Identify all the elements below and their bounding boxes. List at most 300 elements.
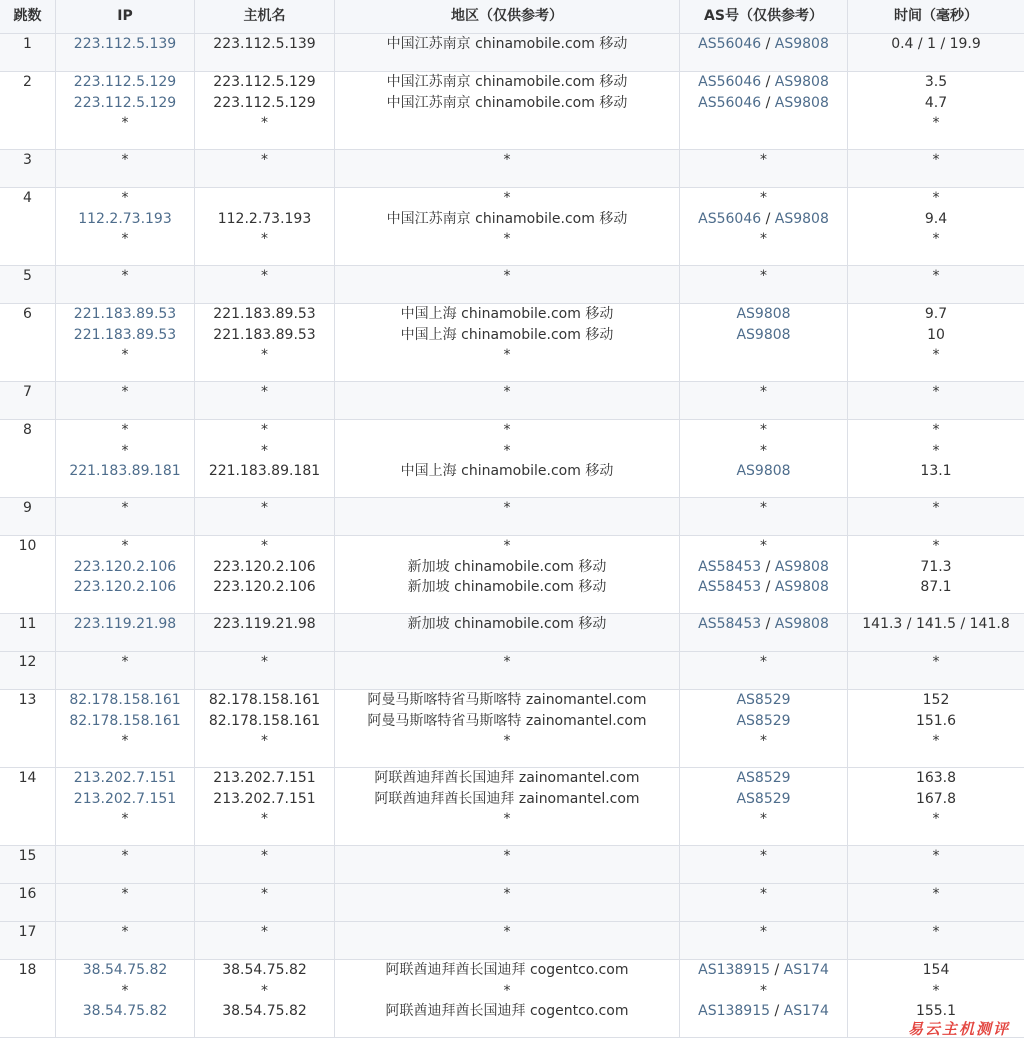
- region-cell: [335, 34, 680, 72]
- ip-cell: [56, 72, 195, 150]
- time-cell: [848, 690, 1024, 768]
- asn-empty: *: [760, 924, 767, 940]
- host-value: 82.178.158.161: [208, 712, 321, 729]
- asn-line: [680, 981, 847, 1002]
- asn-cell: [680, 922, 848, 960]
- table-row: [0, 652, 1024, 690]
- asn-separator: /: [761, 210, 775, 227]
- region-cell: [335, 536, 680, 614]
- host-cell: [195, 266, 335, 304]
- asn-line: [680, 382, 847, 403]
- table-row: [0, 304, 1024, 382]
- ip-value: *: [121, 422, 129, 438]
- host-value: *: [261, 442, 268, 459]
- host-cell: [195, 498, 335, 536]
- col-header-asn[interactable]: AS号（仅供参考）: [680, 0, 848, 34]
- time-value: *: [932, 231, 940, 247]
- host-value: *: [261, 924, 268, 940]
- asn-line: [680, 266, 847, 287]
- time-cell: [848, 652, 1024, 690]
- asn-link[interactable]: AS56046: [698, 210, 762, 227]
- hop-number: 16: [0, 884, 56, 922]
- region-cell: [335, 614, 680, 652]
- host-value: 82.178.158.161: [208, 692, 321, 708]
- ip-cell: [56, 498, 195, 536]
- region-value: 新加坡 chinamobile.com 移动: [407, 616, 607, 632]
- region-cell: [335, 960, 680, 1038]
- time-value: *: [932, 152, 940, 168]
- region-value: *: [503, 500, 511, 516]
- time-value: *: [932, 886, 940, 902]
- table-row: [0, 382, 1024, 420]
- col-header-region[interactable]: 地区（仅供参考）: [335, 0, 680, 34]
- ip-value: *: [121, 886, 129, 902]
- host-value: *: [261, 982, 268, 999]
- ip-cell: [56, 614, 195, 652]
- time-value: 154: [922, 962, 950, 978]
- watermark: 易云主机测评: [907, 1020, 1010, 1038]
- hop-number: 5: [0, 266, 56, 304]
- asn-line: [680, 789, 847, 810]
- asn-line: [680, 884, 847, 905]
- asn-link[interactable]: AS9808: [736, 306, 791, 322]
- ip-value[interactable]: 223.120.2.106: [73, 579, 177, 595]
- hop-number: 10: [0, 536, 56, 614]
- host-value: 221.183.89.53: [213, 306, 316, 322]
- region-cell: [335, 690, 680, 768]
- time-cell: [848, 536, 1024, 614]
- ip-value: *: [121, 500, 129, 516]
- region-value: *: [503, 654, 511, 670]
- asn-link[interactable]: AS56046: [698, 94, 762, 111]
- time-value: *: [932, 115, 940, 131]
- asn-cell: [680, 536, 848, 614]
- region-value: *: [503, 152, 511, 168]
- asn-line: [680, 711, 847, 732]
- host-cell: [195, 188, 335, 266]
- host-cell: [195, 536, 335, 614]
- host-value: 223.112.5.129: [213, 74, 316, 90]
- asn-line: [680, 922, 847, 943]
- ip-value[interactable]: 223.112.5.129: [73, 94, 177, 111]
- region-value: 阿联酋迪拜酋长国迪拜 cogentco.com: [385, 962, 629, 978]
- ip-value[interactable]: 213.202.7.151: [73, 790, 177, 807]
- asn-link[interactable]: AS58453: [698, 616, 762, 632]
- asn-empty: *: [760, 733, 767, 749]
- ip-value: *: [121, 190, 129, 206]
- ip-value[interactable]: 82.178.158.161: [69, 692, 181, 708]
- asn-cell: [680, 150, 848, 188]
- asn-line: [680, 345, 847, 366]
- asn-cell: [680, 382, 848, 420]
- asn-link[interactable]: AS8529: [736, 770, 791, 786]
- region-cell: [335, 846, 680, 884]
- asn-link[interactable]: AS9808: [736, 326, 791, 343]
- region-value: *: [503, 811, 511, 827]
- asn-link[interactable]: AS56046: [698, 74, 762, 90]
- time-value: *: [932, 190, 940, 206]
- host-value: 223.112.5.129: [213, 94, 316, 111]
- asn-empty: *: [760, 538, 767, 554]
- time-value: 152: [922, 692, 950, 708]
- host-value: 221.183.89.53: [213, 326, 316, 343]
- host-value: [195, 188, 334, 209]
- region-cell: [335, 382, 680, 420]
- table-row: [0, 768, 1024, 846]
- ip-cell: [56, 960, 195, 1038]
- time-value: 141.3 / 141.5 / 141.8: [862, 616, 1010, 632]
- ip-cell: [56, 536, 195, 614]
- asn-link[interactable]: AS9808: [774, 36, 829, 52]
- asn-cell: [680, 614, 848, 652]
- asn-link[interactable]: AS174: [783, 962, 829, 978]
- table-row: [0, 420, 1024, 498]
- hop-number: 15: [0, 846, 56, 884]
- asn-cell: [680, 72, 848, 150]
- ip-value[interactable]: 38.54.75.82: [82, 1003, 168, 1019]
- asn-link[interactable]: AS9808: [774, 579, 829, 595]
- ip-value: *: [121, 848, 129, 864]
- region-value: 中国江苏南京 chinamobile.com 移动: [386, 36, 628, 52]
- ip-value: *: [121, 442, 129, 459]
- hop-number: 3: [0, 150, 56, 188]
- region-value: *: [503, 982, 511, 999]
- host-value: 223.119.21.98: [213, 616, 316, 632]
- host-value: *: [261, 268, 268, 284]
- host-value: *: [261, 152, 268, 168]
- asn-line: [680, 768, 847, 789]
- time-value: *: [932, 848, 940, 864]
- asn-link[interactable]: AS9808: [774, 210, 829, 227]
- asn-empty: *: [760, 886, 767, 902]
- asn-link[interactable]: AS9808: [736, 463, 791, 479]
- host-cell: [195, 884, 335, 922]
- region-cell: [335, 188, 680, 266]
- host-value: 223.112.5.139: [213, 36, 316, 52]
- col-header-hop[interactable]: 跳数: [0, 0, 56, 34]
- time-cell: [848, 420, 1024, 498]
- asn-cell: [680, 960, 848, 1038]
- region-value: 中国上海 chinamobile.com 移动: [400, 463, 614, 479]
- region-value: *: [503, 268, 511, 284]
- time-cell: [848, 846, 1024, 884]
- table-row: [0, 188, 1024, 266]
- table-row: [0, 690, 1024, 768]
- region-cell: [335, 420, 680, 498]
- ip-value[interactable]: 221.183.89.53: [73, 306, 177, 322]
- region-cell: [335, 768, 680, 846]
- ip-cell: [56, 846, 195, 884]
- hop-number: 4: [0, 188, 56, 266]
- ip-value: *: [121, 982, 129, 999]
- region-value: 阿曼马斯喀特省马斯喀特 zainomantel.com: [367, 712, 647, 729]
- asn-line: [680, 188, 847, 209]
- asn-empty: *: [760, 442, 767, 459]
- asn-empty: *: [760, 811, 767, 827]
- ip-value[interactable]: 223.112.5.129: [73, 74, 177, 90]
- asn-separator: /: [761, 616, 775, 632]
- col-header-ip[interactable]: IP: [56, 0, 195, 34]
- time-value: 71.3: [920, 558, 952, 575]
- asn-line: [680, 731, 847, 752]
- table-row: [0, 536, 1024, 614]
- asn-empty: *: [760, 654, 767, 670]
- ip-cell: [56, 266, 195, 304]
- asn-cell: [680, 690, 848, 768]
- hop-number: 9: [0, 498, 56, 536]
- ip-value: *: [121, 654, 129, 670]
- asn-line: [680, 72, 847, 93]
- asn-empty: *: [760, 422, 767, 438]
- host-value: *: [261, 811, 268, 827]
- asn-line: [680, 577, 847, 598]
- col-header-time[interactable]: 时间（毫秒）: [848, 0, 1024, 34]
- asn-empty: *: [760, 848, 767, 864]
- time-value: *: [932, 654, 940, 670]
- asn-line: [680, 960, 847, 981]
- time-value: 163.8: [915, 770, 957, 786]
- host-cell: [195, 922, 335, 960]
- table-row: [0, 34, 1024, 72]
- asn-empty: *: [760, 231, 767, 247]
- time-value: 13.1: [920, 463, 952, 479]
- asn-line: [680, 229, 847, 250]
- ip-value[interactable]: 213.202.7.151: [73, 770, 177, 786]
- ip-value[interactable]: 223.112.5.139: [73, 36, 177, 52]
- region-cell: [335, 922, 680, 960]
- time-value: 87.1: [920, 579, 952, 595]
- host-value: *: [261, 231, 268, 247]
- region-value: *: [503, 733, 511, 749]
- ip-value: *: [121, 384, 129, 400]
- host-value: *: [261, 347, 268, 363]
- hop-number: 1: [0, 34, 56, 72]
- region-value: *: [503, 886, 511, 902]
- hop-number: 8: [0, 420, 56, 498]
- ip-value[interactable]: 223.119.21.98: [73, 616, 177, 632]
- asn-link[interactable]: AS58453: [698, 579, 762, 595]
- asn-line: [680, 304, 847, 325]
- region-cell: [335, 498, 680, 536]
- table-row: [0, 884, 1024, 922]
- ip-cell: [56, 382, 195, 420]
- host-value: *: [261, 384, 268, 400]
- asn-link[interactable]: AS9808: [774, 74, 829, 90]
- ip-value[interactable]: 112.2.73.193: [78, 210, 172, 227]
- region-value: 阿联酋迪拜酋长国迪拜 cogentco.com: [385, 1003, 629, 1019]
- asn-cell: [680, 420, 848, 498]
- ip-cell: [56, 922, 195, 960]
- time-value: 4.7: [924, 94, 948, 111]
- host-value: *: [261, 886, 268, 902]
- asn-line: [680, 1001, 847, 1022]
- host-value: *: [261, 422, 268, 438]
- ip-value: *: [121, 115, 129, 131]
- region-value: 中国江苏南京 chinamobile.com 移动: [386, 210, 628, 227]
- asn-link[interactable]: AS9808: [774, 616, 829, 632]
- time-value: 151.6: [915, 712, 957, 729]
- asn-link[interactable]: AS8529: [736, 790, 791, 807]
- host-value: 38.54.75.82: [222, 962, 307, 978]
- ip-cell: [56, 188, 195, 266]
- asn-cell: [680, 34, 848, 72]
- ip-value: *: [121, 268, 129, 284]
- asn-line: [680, 325, 847, 346]
- asn-empty: *: [760, 500, 767, 516]
- host-value: 112.2.73.193: [217, 210, 312, 227]
- time-value: *: [932, 811, 940, 827]
- region-value: *: [503, 231, 511, 247]
- time-cell: [848, 34, 1024, 72]
- region-value: *: [503, 384, 511, 400]
- asn-link[interactable]: AS56046: [698, 36, 762, 52]
- hop-number: 2: [0, 72, 56, 150]
- asn-link[interactable]: AS9808: [774, 558, 829, 575]
- asn-empty: *: [760, 152, 767, 168]
- region-value: 新加坡 chinamobile.com 移动: [407, 558, 607, 575]
- ip-cell: [56, 884, 195, 922]
- host-cell: [195, 846, 335, 884]
- host-cell: [195, 382, 335, 420]
- time-cell: [848, 72, 1024, 150]
- time-value: *: [932, 422, 940, 438]
- region-value: 中国江苏南京 chinamobile.com 移动: [386, 94, 628, 111]
- time-cell: [848, 304, 1024, 382]
- hop-number: 7: [0, 382, 56, 420]
- host-value: 221.183.89.181: [208, 463, 321, 479]
- ip-value: *: [121, 733, 129, 749]
- asn-separator: /: [761, 579, 775, 595]
- asn-link[interactable]: AS8529: [736, 692, 791, 708]
- region-value: *: [503, 848, 511, 864]
- host-value: *: [261, 538, 268, 554]
- ip-value[interactable]: 221.183.89.181: [69, 463, 181, 479]
- asn-line: [680, 113, 847, 134]
- hop-number: 17: [0, 922, 56, 960]
- region-cell: [335, 150, 680, 188]
- asn-line: [680, 690, 847, 711]
- asn-line: [680, 420, 847, 441]
- ip-value: *: [121, 811, 129, 827]
- host-value: 213.202.7.151: [213, 770, 316, 786]
- time-cell: [848, 922, 1024, 960]
- ip-value[interactable]: 38.54.75.82: [82, 962, 168, 978]
- ip-value[interactable]: 82.178.158.161: [69, 712, 181, 729]
- ip-cell: [56, 768, 195, 846]
- ip-value: *: [121, 347, 129, 363]
- asn-separator: /: [770, 962, 784, 978]
- host-cell: [195, 34, 335, 72]
- table-header-row: [0, 0, 1024, 34]
- asn-separator: /: [761, 74, 775, 90]
- time-cell: [848, 498, 1024, 536]
- region-cell: [335, 266, 680, 304]
- ip-cell: [56, 34, 195, 72]
- asn-line: [680, 93, 847, 114]
- time-value: *: [932, 268, 940, 284]
- table-row: [0, 614, 1024, 652]
- region-cell: [335, 72, 680, 150]
- host-cell: [195, 614, 335, 652]
- region-value: *: [503, 924, 511, 940]
- time-cell: [848, 768, 1024, 846]
- hop-number: 14: [0, 768, 56, 846]
- time-value: *: [932, 347, 940, 363]
- asn-line: [680, 536, 847, 557]
- host-cell: [195, 72, 335, 150]
- time-value: 0.4 / 1 / 19.9: [891, 36, 981, 52]
- hop-number: 6: [0, 304, 56, 382]
- ip-value[interactable]: 221.183.89.53: [73, 326, 177, 343]
- time-cell: [848, 150, 1024, 188]
- time-cell: [848, 266, 1024, 304]
- asn-cell: [680, 188, 848, 266]
- asn-cell: [680, 884, 848, 922]
- region-value: *: [503, 190, 511, 206]
- ip-value: *: [121, 538, 129, 554]
- ip-cell: [56, 150, 195, 188]
- asn-link[interactable]: AS8529: [736, 712, 791, 729]
- time-cell: [848, 884, 1024, 922]
- ip-value: *: [121, 231, 129, 247]
- asn-line: [680, 652, 847, 673]
- host-cell: [195, 304, 335, 382]
- asn-empty: *: [760, 268, 767, 284]
- host-cell: [195, 768, 335, 846]
- table-row: [0, 922, 1024, 960]
- hop-number: 18: [0, 960, 56, 1038]
- region-value: 阿曼马斯喀特省马斯喀特 zainomantel.com: [367, 692, 647, 708]
- asn-separator: /: [770, 1003, 784, 1019]
- time-value: *: [932, 733, 940, 749]
- asn-link[interactable]: AS138915: [698, 1003, 771, 1019]
- asn-link[interactable]: AS174: [783, 1003, 829, 1019]
- time-value: *: [932, 982, 940, 999]
- col-header-host[interactable]: 主机名: [195, 0, 335, 34]
- region-cell: [335, 304, 680, 382]
- host-cell: [195, 960, 335, 1038]
- host-value: 38.54.75.82: [222, 1003, 307, 1019]
- asn-line: [680, 809, 847, 830]
- table-row: [0, 150, 1024, 188]
- host-cell: [195, 420, 335, 498]
- host-cell: [195, 690, 335, 768]
- table-row: [0, 266, 1024, 304]
- region-value: *: [503, 422, 511, 438]
- time-value: *: [932, 538, 940, 554]
- time-value: 3.5: [924, 74, 948, 90]
- region-value: *: [503, 538, 511, 554]
- asn-cell: [680, 498, 848, 536]
- region-cell: [335, 652, 680, 690]
- time-value: *: [932, 442, 940, 459]
- hop-number: 13: [0, 690, 56, 768]
- ip-cell: [56, 304, 195, 382]
- asn-link[interactable]: AS58453: [698, 558, 762, 575]
- region-value: *: [503, 442, 511, 459]
- ip-value[interactable]: 223.120.2.106: [73, 558, 177, 575]
- asn-link[interactable]: AS9808: [774, 94, 829, 111]
- asn-line: [680, 461, 847, 482]
- time-value: *: [932, 924, 940, 940]
- region-value: 阿联酋迪拜酋长国迪拜 zainomantel.com: [374, 790, 640, 807]
- time-value: *: [932, 384, 940, 400]
- asn-empty: *: [760, 384, 767, 400]
- table-row: [0, 846, 1024, 884]
- host-value: *: [261, 500, 268, 516]
- asn-link[interactable]: AS138915: [698, 962, 771, 978]
- table-row: [0, 72, 1024, 150]
